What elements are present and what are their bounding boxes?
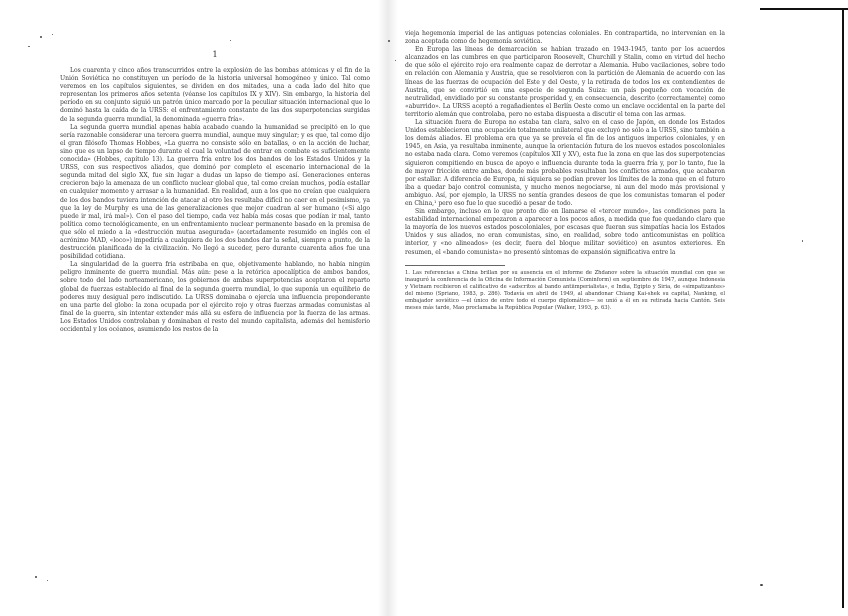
scan-speck — [52, 34, 53, 35]
scan-speck — [40, 36, 42, 38]
scan-speck — [28, 46, 30, 47]
book-gutter — [378, 0, 398, 616]
page-number: 1 — [212, 50, 218, 59]
scan-speck — [35, 576, 37, 578]
paragraph: vieja hegemonía imperial de las antiguas potencias coloniales. En contrapartida, no intervenían en la zona aceptada como de hegemonía soviética. — [405, 30, 725, 46]
paragraph: Los cuarenta y cinco años transcurridos entre la explosión de las bombas atómicas y el fin de la Unión Soviética no constituyen un período de la historia universal homogéneo y único. Tal como veremos en los capítulos siguientes, se dividen en dos mitades, una a cada lado del hito que representan los primeros años setenta (véanse los capítulos IX y XIV). Sin embargo, la historia del período en su conjunto siguió un patrón único marcado por la peculiar situación internacional que lo dominó hasta la caída de la URSS: el enfrentamiento constante de las dos superpotencias surgidas de la segunda guerra mundial, la denominada «guerra fría». — [60, 67, 370, 123]
footnote-divider — [405, 265, 505, 266]
scan-edge-line — [760, 8, 848, 10]
paragraph: La singularidad de la guerra fría estribaba en que, objetivamente hablando, no había ningún peligro inminente de guerra mundial. Más aún: pese a la retórica apocalíptica de ambos bandos, sobre todo del lado norteamericano, los gobiernos de ambas superpotencias aceptaron el reparto global de fuerzas establecido al final de la segunda guerra mundial, lo que suponía un equilibrio de poderes muy desigual pero indiscutido. La URSS dominaba o ejercía una influencia preponderante en una parte del globo: la zona ocupada por el ejército rojo y otras fuerzas armadas comunistas al final de la guerra, sin intentar extender más allá su esfera de influencia por la fuerza de las armas. Los Estados Unidos controlaban y dominaban el resto del mundo capitalista, además del hemisferio occidental y los océanos, asumiendo los restos de la — [60, 261, 370, 333]
scan-speck — [760, 584, 763, 586]
scan-speck — [802, 240, 803, 242]
paragraph: La segunda guerra mundial apenas había acabado cuando la humanidad se precipitó en lo que sería razonable considerar una tercera guerra mundial, aunque muy singular; y es que, tal como dijo el gran filósofo Thomas Hobbes, «La guerra no consiste sólo en batallas, o en la acción de luchar, sino que es un lapso de tiempo durante el cual la voluntad de entrar en combate es suficientemente conocida» (Hobbes, capítulo 13). La guerra fría entre los dos bandos de los Estados Unidos y la URSS, con sus respectivos aliados, que dominó por completo el escenario internacional de la segunda mitad del siglo XX, fue sin lugar a dudas un lapso de tiempo así. Generaciones enteras crecieron bajo la amenaza de un conflicto nuclear global que, tal como creían muchos, podía estallar en cualquier momento y arrasar a la humanidad. En realidad, aun a los que no creían que cualquiera de los dos bandos tuviera intención de atacar al otro les resultaba difícil no caer en el pesimismo, ya que la ley de Murphy es una de las generalizaciones que mejor cuadran al ser humano («Si algo puede ir mal, irá mal»). Con el paso del tiempo, cada vez había más cosas que podían ir mal, tanto política como tecnológicamente, en un enfrentamiento nuclear permanente basado en la premisa de que sólo el miedo a la «destrucción mutua asegurada» (acertadamente resumido en inglés con el acrónimo MAD, «loco») impediría a cualquiera de los dos bandos dar la señal, siempre a punto, de la destrucción planificada de la civilización. No llegó a suceder, pero durante cuarenta años fue una posibilidad cotidiana. — [60, 123, 370, 261]
scan-speck — [395, 60, 396, 61]
left-page — [60, 50, 370, 590]
footnote: 1. Las referencias a China brillan por su ausencia en el informe de Zhdanov sobre la situación mundial con que se inauguró la conferencia de la Oficina de Información Comunista (Cominform) en septiembre de 1947, aunque Indonesia y Vietnam recibieron el calificativo de «adscritos al bando antiimperialista», e India, Egipto y Siria, de «simpatizantes» del mismo (Spriano, 1983, p. 286). Todavía en abril de 1949, al abandonar Chiang Kai-shek su capital, Nanking, el embajador soviético —el único de entre todo el cuerpo diplomático— se unió a él en su retirada hacia Cantón. Seis meses más tarde, Mao proclamaba la República Popular (Walker, 1993, p. 63). — [405, 269, 725, 311]
paragraph: La situación fuera de Europa no estaba tan clara, salvo en el caso de Japón, en donde los Estados Unidos establecieron una ocupación totalmente unilateral que excluyó no sólo a la URSS, sino también a los demás aliados. El problema era que ya se preveía el fin de los antiguos imperios coloniales, y en 1945, en Asia, ya resultaba inminente, aunque la orientación futura de los nuevos estados poscoloniales no estaba nada clara. Como veremos (capítulos XII y XV), esta fue la zona en que las dos superpotencias siguieron compitiendo en busca de apoyo e influencia durante toda la guerra fría y, por lo tanto, fue la de mayor fricción entre ambas, donde más probables resultaban los conflictos armados, que acabaron por estallar. A diferencia de Europa, ni siquiera se podían prever los límites de la zona que en el futuro iba a quedar bajo control comunista, y mucho menos negociarse, ni aun del modo más provisional y ambiguo. Así, por ejemplo, la URSS no sentía grandes deseos de que los comunistas tomaran el poder en China,¹ pero eso fue lo que sucedió a pesar de todo. — [405, 119, 725, 207]
scan-speck — [47, 580, 48, 581]
paragraph: Sin embargo, incluso en lo que pronto dio en llamarse el «tercer mundo», las condiciones para la estabilidad internacional empezaron a aparecer a los pocos años, a medida que fue quedando claro que la mayoría de los nuevos estados poscoloniales, por escasas que fueran sus simpatías hacia los Estados Unidos y sus aliados, no eran comunistas, sino, en realidad, sobre todo anticomunistas en política interior, y «no alineados» (es decir, fuera del bloque militar soviético) en asuntos exteriores. En resumen, el «bando comunista» no presentó síntomas de expansión significativa entre la — [405, 208, 725, 256]
paragraph: En Europa las líneas de demarcación se habían trazado en 1943-1945, tanto por los acuerdos alcanzados en las cumbres en que participaron Roosevelt, Churchill y Stalin, como en virtud del hecho de que sólo el ejército rojo era realmente capaz de derrotar a Alemania. Hubo vacilaciones, sobre todo en relación con Alemania y Austria, que se resolvieron con la partición de Alemania de acuerdo con las líneas de las fuerzas de ocupación del Este y del Oeste, y la retirada de todos los ex contendientes de Austria, que se convirtió en una especie de segunda Suiza: un país pequeño con vocación de neutralidad, envidiado por su constante prosperidad y, en consecuencia, descrito (correctamente) como «aburrido». La URSS aceptó a regañadientes el Berlín Oeste como un enclave occidental en la parte del territorio alemán que controlaba, pero no estaba dispuesta a discutir el tema con las armas. — [405, 46, 725, 118]
scan-edge-line — [842, 8, 844, 608]
scan-speck — [230, 40, 231, 41]
scan-speck — [388, 40, 390, 42]
right-page — [405, 30, 725, 590]
